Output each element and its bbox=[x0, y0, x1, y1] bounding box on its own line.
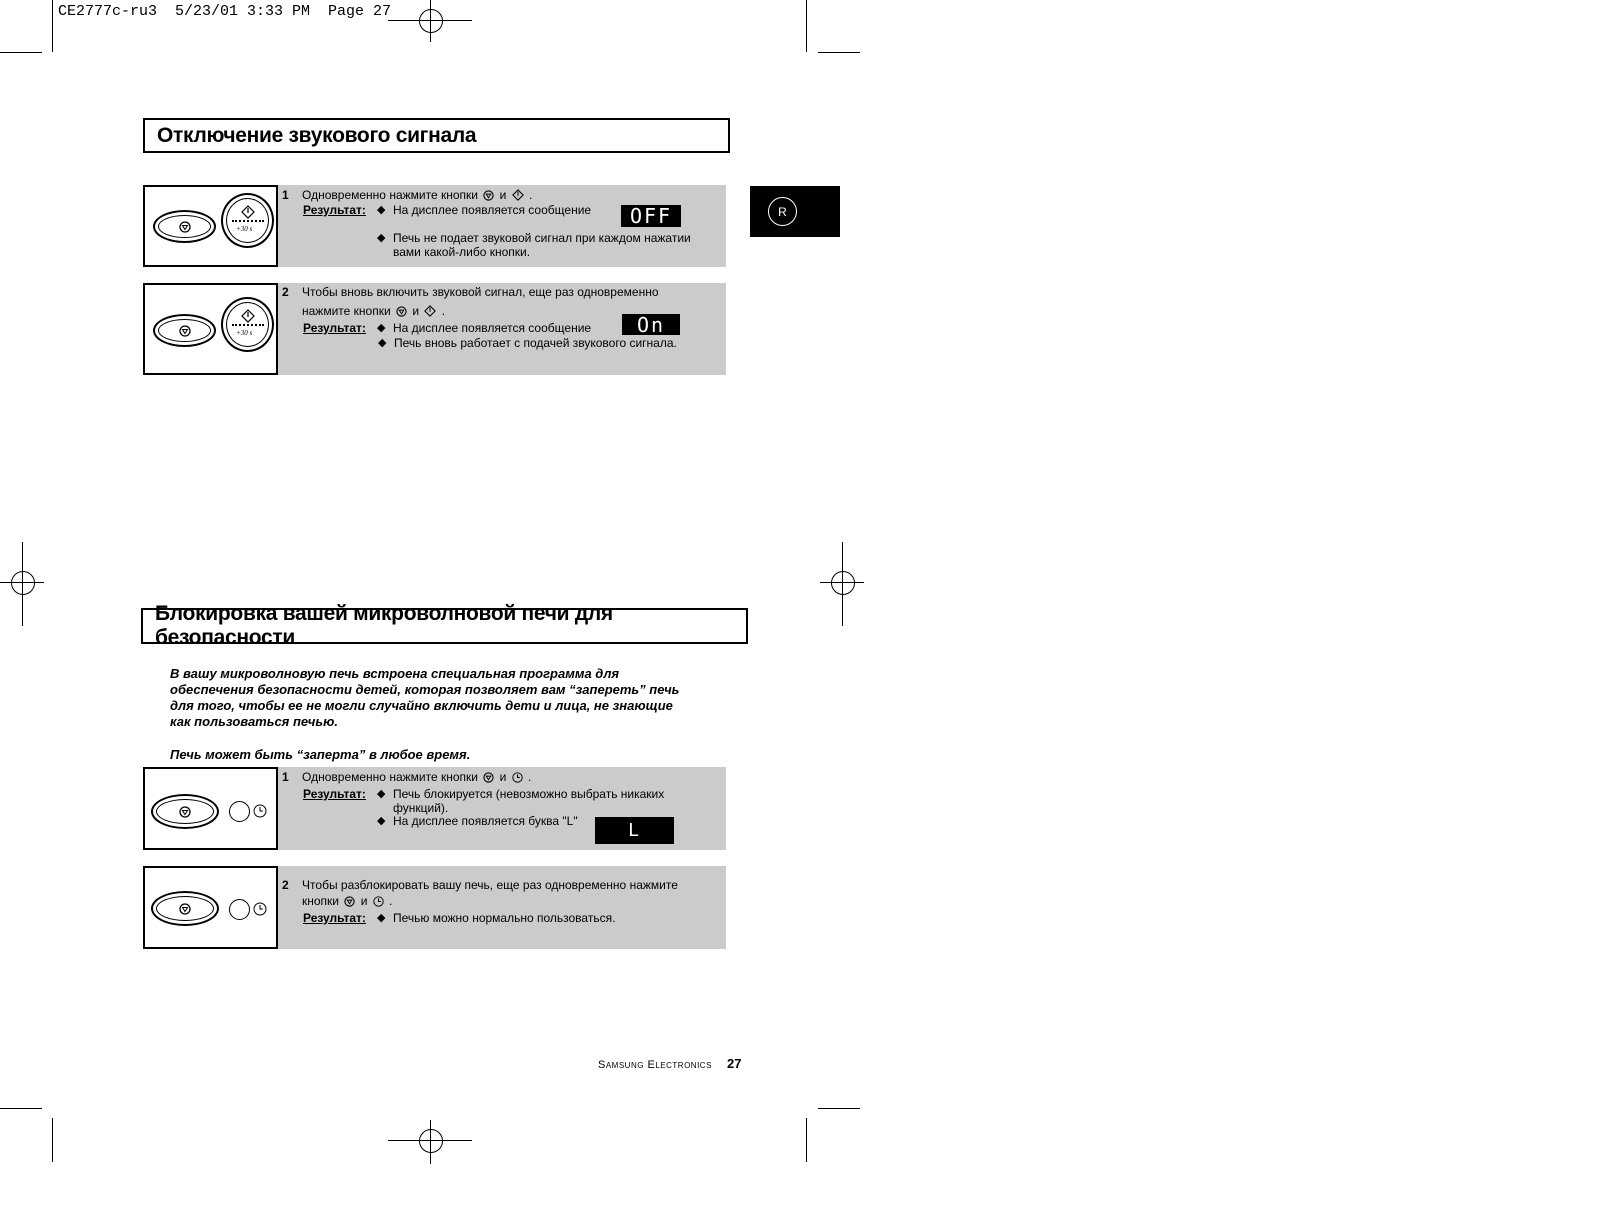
clock-icon bbox=[253, 804, 267, 818]
step-conjunction: и bbox=[499, 188, 507, 202]
result-label: Результат: bbox=[303, 787, 366, 801]
stop-icon bbox=[179, 325, 191, 337]
intro-line: В вашу микроволновую печь встроена специальная программа для bbox=[170, 666, 620, 681]
start-icon bbox=[424, 305, 436, 317]
step-period: . bbox=[441, 304, 446, 318]
language-tab-label: R bbox=[778, 204, 787, 219]
step-text bbox=[282, 188, 532, 202]
control-panel-illustration bbox=[143, 185, 278, 267]
result-bullet: ◆ На дисплее появляется буква "L" bbox=[393, 814, 578, 828]
start-icon bbox=[241, 205, 255, 219]
round-button bbox=[229, 899, 250, 920]
language-tab-circle bbox=[768, 197, 797, 226]
start-dial bbox=[221, 193, 274, 248]
stop-icon bbox=[179, 221, 191, 233]
result-bullet: ◆ Печь вновь работает с подачей звукового сигнала. bbox=[394, 336, 677, 350]
stop-button bbox=[153, 314, 216, 347]
bullet-line: Печь блокируется (невозможно выбрать никаких bbox=[393, 787, 665, 801]
result-label: Результат: bbox=[303, 203, 366, 217]
step-text bbox=[282, 285, 659, 299]
display-off: OFF bbox=[621, 205, 681, 227]
control-panel-illustration bbox=[143, 767, 278, 850]
step-instruction: Чтобы разблокировать вашу печь, еще раз одновременно нажмите bbox=[302, 878, 678, 892]
clock-icon bbox=[253, 902, 267, 916]
result-bullet: ◆ Печью можно нормально пользоваться. bbox=[393, 911, 615, 925]
round-button bbox=[229, 801, 250, 822]
step-text bbox=[302, 304, 445, 318]
bullet-line: Печь не подает звуковой сигнал при каждом нажатии bbox=[393, 231, 691, 245]
start-icon bbox=[512, 189, 524, 201]
stop-button bbox=[151, 794, 219, 829]
page-number: 27 bbox=[726, 1056, 742, 1071]
intro-paragraph bbox=[170, 666, 679, 730]
result-bullet: ◆ На дисплее появляется сообщение bbox=[393, 321, 591, 335]
start-dial bbox=[221, 297, 274, 352]
section-title: Отключение звукового сигнала bbox=[143, 118, 730, 153]
display-lock: L bbox=[595, 817, 674, 844]
step-instruction: Одновременно нажмите кнопки bbox=[302, 770, 478, 784]
step-instruction: кнопки bbox=[302, 894, 340, 908]
step-period: . bbox=[529, 188, 533, 202]
stop-button bbox=[153, 210, 216, 243]
language-tab bbox=[750, 186, 840, 237]
result-label: Результат: bbox=[303, 321, 366, 335]
step-instruction: Одновременно нажмите кнопки bbox=[302, 188, 478, 202]
step-conjunction: и bbox=[360, 894, 368, 908]
step-text bbox=[282, 878, 678, 892]
start-icon bbox=[241, 309, 255, 323]
stop-icon bbox=[179, 806, 191, 818]
step-number: 1 bbox=[282, 770, 289, 784]
result-label: Результат: bbox=[303, 911, 366, 925]
dial-dots bbox=[232, 220, 264, 224]
display-on: On bbox=[622, 314, 680, 335]
stop-icon bbox=[344, 896, 355, 907]
intro-line: как пользоваться печью. bbox=[170, 714, 338, 729]
stop-icon bbox=[396, 306, 407, 317]
step-instruction: Чтобы вновь включить звуковой сигнал, еще раз одновременно bbox=[302, 285, 659, 299]
dial-label: +30 s bbox=[236, 225, 253, 233]
result-bullet bbox=[393, 231, 691, 259]
clock-icon bbox=[373, 896, 384, 907]
step-number: 2 bbox=[282, 285, 289, 299]
print-slug: CE2777c-ru3 5/23/01 3:33 PM Page 27 bbox=[58, 3, 392, 20]
result-bullet: ◆ На дисплее появляется сообщение bbox=[393, 203, 591, 217]
intro-note: Печь может быть “заперта” в любое время. bbox=[170, 747, 471, 762]
step-period: . bbox=[389, 894, 393, 908]
result-bullet bbox=[393, 787, 664, 815]
step-period: . bbox=[528, 770, 532, 784]
stop-button bbox=[151, 891, 219, 926]
control-panel-illustration bbox=[143, 283, 278, 375]
control-panel-illustration bbox=[143, 866, 278, 949]
step-text bbox=[282, 770, 531, 784]
step-conjunction: и bbox=[412, 304, 420, 318]
stop-icon bbox=[179, 903, 191, 915]
intro-line: для того, чтобы ее не могли случайно включить дети и лица, не знающие bbox=[170, 698, 673, 713]
step-number: 2 bbox=[282, 878, 289, 892]
dial-dots bbox=[232, 324, 264, 328]
stop-icon bbox=[483, 772, 494, 783]
intro-line: обеспечения безопасности детей, которая позволяет вам “запереть” печь bbox=[170, 682, 680, 697]
clock-icon bbox=[512, 772, 523, 783]
page-footer bbox=[598, 1056, 741, 1071]
stop-icon bbox=[483, 190, 494, 201]
step-number: 1 bbox=[282, 188, 289, 202]
step-conjunction: и bbox=[499, 770, 507, 784]
step-text bbox=[302, 894, 392, 908]
bullet-line: функций). bbox=[393, 801, 449, 815]
step-instruction: нажмите кнопки bbox=[302, 304, 391, 318]
bullet-line: вами какой-либо кнопки. bbox=[393, 245, 531, 259]
footer-brand: Samsung Electronics bbox=[598, 1059, 712, 1071]
section-title: Блокировка вашей микроволновой печи для безопасности bbox=[141, 608, 748, 644]
dial-label: +30 s bbox=[236, 329, 253, 337]
